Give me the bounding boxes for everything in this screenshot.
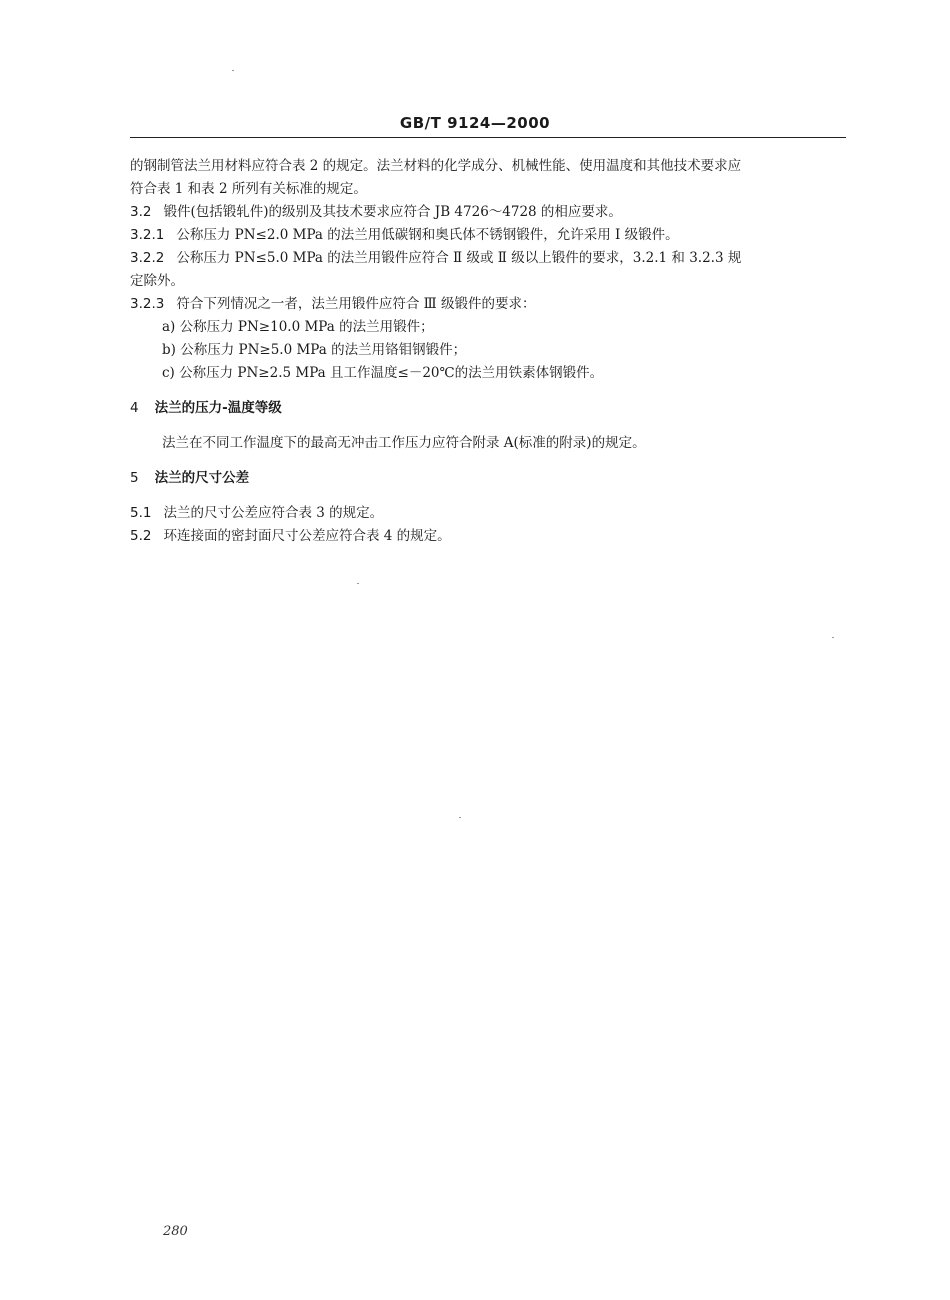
document-body (130, 155, 846, 548)
clause-number: 3.2.3 (130, 296, 165, 312)
clause-number: 5.1 (130, 505, 152, 521)
section-title: 法兰的尺寸公差 (154, 470, 250, 486)
clause-3-2-2 (130, 247, 846, 270)
clause-number: 3.2 (130, 204, 152, 220)
clause-text: 符合下列情况之一者，法兰用锻件应符合 Ⅲ 级锻件的要求： (176, 296, 536, 312)
scan-speck (832, 637, 834, 638)
scan-speck (232, 70, 234, 71)
clause-3-2 (130, 201, 846, 224)
section-4-heading (130, 397, 846, 420)
page-header-title: GB/T 9124—2000 (399, 114, 551, 132)
intro-line-1: 的钢制管法兰用材料应符合表 2 的规定。法兰材料的化学成分、机械性能、使用温度和其他技术要求应 (130, 158, 742, 174)
list-item-c: c) 公称压力 PN≥2.5 MPa 且工作温度≤－20℃的法兰用铁素体钢锻件。 (162, 365, 604, 381)
scan-speck (459, 817, 461, 818)
clause-3-2-3 (130, 293, 846, 316)
clause-text: 公称压力 PN≤5.0 MPa 的法兰用锻件应符合 Ⅱ 级或 Ⅱ 级以上锻件的要求，3.2.1 和 3.2.3 规 (176, 250, 742, 266)
page-number: 280 (163, 1224, 188, 1239)
clause-number: 3.2.2 (130, 250, 165, 266)
clause-3-2-1 (130, 224, 846, 247)
section-title: 法兰的压力-温度等级 (154, 400, 282, 416)
scan-speck (357, 583, 359, 584)
clause-5-1 (130, 502, 846, 525)
clause-number: 5.2 (130, 528, 152, 544)
intro-line-2: 符合表 1 和表 2 所列有关标准的规定。 (130, 181, 367, 197)
section-4-text: 法兰在不同工作温度下的最高无冲击工作压力应符合附录 A(标准的附录)的规定。 (162, 435, 646, 451)
section-5-heading (130, 467, 846, 490)
list-item-a: a) 公称压力 PN≥10.0 MPa 的法兰用锻件； (162, 319, 434, 335)
clause-text: 法兰的尺寸公差应符合表 3 的规定。 (163, 505, 384, 521)
clause-text: 锻件(包括锻轧件)的级别及其技术要求应符合 JB 4726～4728 的相应要求。 (163, 204, 622, 220)
list-item-b: b) 公称压力 PN≥5.0 MPa 的法兰用铬钼钢锻件； (162, 342, 467, 358)
clause-text: 环连接面的密封面尺寸公差应符合表 4 的规定。 (163, 528, 451, 544)
section-number: 5 (130, 470, 139, 486)
section-number: 4 (130, 400, 139, 416)
clause-text: 公称压力 PN≤2.0 MPa 的法兰用低碳钢和奥氏体不锈钢锻件，允许采用 I 级锻件。 (176, 227, 679, 243)
clause-3-2-2-continued: 定除外。 (130, 273, 184, 289)
header-rule (130, 137, 846, 138)
clause-5-2 (130, 525, 846, 548)
clause-number: 3.2.1 (130, 227, 165, 243)
